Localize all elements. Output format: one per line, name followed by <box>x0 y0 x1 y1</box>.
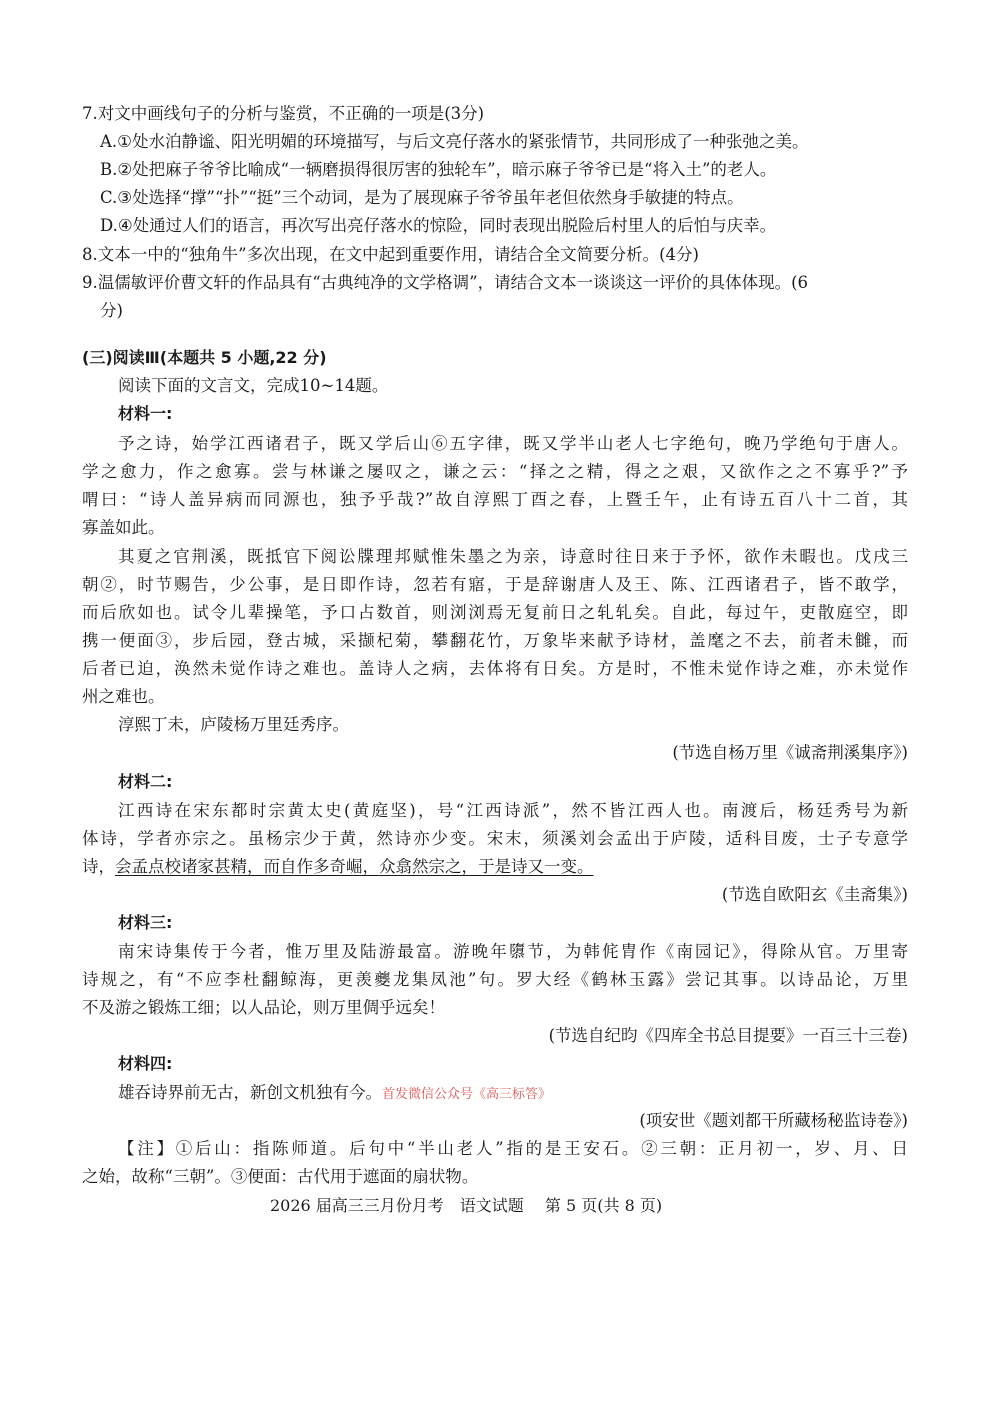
material-1-p2-line: 携一便面③，步后园，登古城，采撷杞菊，攀翻花竹，万象毕来献予诗材，盖麾之不去，前者未雠，而 <box>82 631 908 650</box>
section-3-intro: 阅读下面的文言文，完成10~14题。 <box>118 376 389 395</box>
material-1-p2-line: 州之难也。 <box>82 687 165 706</box>
question-8: 8.文本一中的“独角牛”多次出现，在文中起到重要作用，请结合全文简要分析。(4分) <box>82 245 699 264</box>
underlined-sentence: 会孟点校诸家甚精，而自作多奇崛，众翕然宗之，于是诗又一变。 <box>115 857 594 876</box>
question-7-stem: 7.对文中画线句子的分析与鉴赏，不正确的一项是(3分) <box>82 104 485 123</box>
note-line1: 【注】①后山：指陈师道。后句中“半山老人”指的是王安石。②三朝：正月初一，岁、月、日 <box>118 1139 908 1158</box>
material-1-source: (节选自杨万里《诚斋荆溪集序》) <box>672 743 908 762</box>
question-9-line1: 9.温儒敏评价曹文轩的作品具有“古典纯净的文学格调”，请结合文本一谈谈这一评价的具体体现。(6 <box>82 273 809 292</box>
material-1-p2-line: 朝②，时节赐告，少公事，是日即作诗，忽若有寤，于是辞谢唐人及王、陈、江西诸君子，皆不敢学， <box>82 575 908 594</box>
question-7-option-a: A.①处水泊静谧、阳光明媚的环境描写，与后文亮仔落水的紧张情节，共同形成了一种张弛之美。 <box>100 132 809 151</box>
question-7-option-c: C.③处选择“撑”“扑”“挺”三个动词，是为了展现麻子爷爷虽年老但依然身手敏捷的特点。 <box>100 188 744 207</box>
material-2-last-line <box>82 855 594 879</box>
material-1-label: 材料一: <box>118 404 173 423</box>
material-2-line: 江西诗在宋东都时宗黄太史(黄庭坚)，号“江西诗派”，然不皆江西人也。南渡后，杨廷秀号为新 <box>118 801 908 820</box>
watermark-text: 首发微信公众号《高三标答》 <box>382 1087 552 1102</box>
material-1-p1-line: 寡盖如此。 <box>82 518 165 537</box>
material-2-last-prefix: 诗， <box>82 857 115 876</box>
material-1-p1-line: 学之愈力，作之愈寡。尝与林谦之屡叹之，谦之云：“择之之精，得之之艰，又欲作之之不寡乎?”予 <box>82 462 908 481</box>
material-3-line: 不及游之锻炼工细；以人品论，则万里倜乎远矣！ <box>82 998 445 1017</box>
section-3-title: (三)阅读Ⅲ(本题共 5 小题,22 分) <box>82 348 327 367</box>
material-1-p1-line: 予之诗，始学江西诸君子，既又学后山⑥五字律，既又学半山老人七字绝句，晚乃学绝句于唐人。 <box>118 434 908 453</box>
question-7-option-d: D.④处通过人们的语言，再次写出亮仔落水的惊险，同时表现出脱险后村里人的后怕与庆幸。 <box>100 216 777 235</box>
material-2-source: (节选自欧阳玄《圭斋集》) <box>721 885 908 904</box>
material-3-label: 材料三: <box>118 913 173 932</box>
material-1-p2-line: 而后欣如也。试令儿辈操笔，予口占数首，则浏浏焉无复前日之轧轧矣。自此，每过午，吏散庭空，即 <box>82 603 908 622</box>
material-4-label: 材料四: <box>118 1054 173 1073</box>
material-1-p2-line: 后者已迫，涣然未觉作诗之难也。盖诗人之病，去体将有日矣。方是时，不惟未觉作诗之难，亦未觉作 <box>82 659 908 678</box>
material-1-p1-line: 喟曰：“诗人盖异病而同源也，独予乎哉?”故自淳熙丁酉之春，上暨壬午，止有诗五百八十二首，其 <box>82 490 908 509</box>
material-4-text-line <box>118 1081 551 1107</box>
material-2-line: 体诗，学者亦宗之。虽杨宗少于黄，然诗亦少变。宋末，须溪刘会孟出于庐陵，适科目废，士子专意学 <box>82 829 908 848</box>
page-footer: 2026 届高三三月份月考 语文试题 第 5 页(共 8 页) <box>270 1196 663 1215</box>
note-line2: 之始，故称“三朝”。③便面：古代用于遮面的扇状物。 <box>82 1167 479 1186</box>
question-9-line2: 分) <box>100 301 123 320</box>
material-4-poem: 雄吞诗界前无古，新创文机独有今。 <box>118 1083 382 1102</box>
material-3-line: 诗规之，有“不应李杜翻鲸海，更羡夔龙集凤池”句。罗大经《鹤林玉露》尝记其事。以诗品论，万里 <box>82 970 908 989</box>
material-1-p2-line: 其夏之官荆溪，既抵官下阅讼牒理邦赋惟朱墨之为亲，诗意时往日来于予怀，欲作未暇也。戊戌三 <box>118 547 908 566</box>
material-3-source: (节选自纪昀《四库全书总目提要》一百三十三卷) <box>548 1026 908 1045</box>
material-3-line: 南宋诗集传于今者，惟万里及陆游最富。游晚年隳节，为韩侂胄作《南园记》，得除从官。万里寄 <box>118 942 908 961</box>
question-7-option-b: B.②处把麻子爷爷比喻成“一辆磨损得很厉害的独轮车”，暗示麻子爷爷已是“将入土”的老人。 <box>100 160 777 179</box>
material-2-label: 材料二: <box>118 772 173 791</box>
material-4-source: (项安世《题刘都干所藏杨秘监诗卷》) <box>639 1111 908 1130</box>
material-1-signature: 淳熙丁未，庐陵杨万里廷秀序。 <box>118 715 349 734</box>
